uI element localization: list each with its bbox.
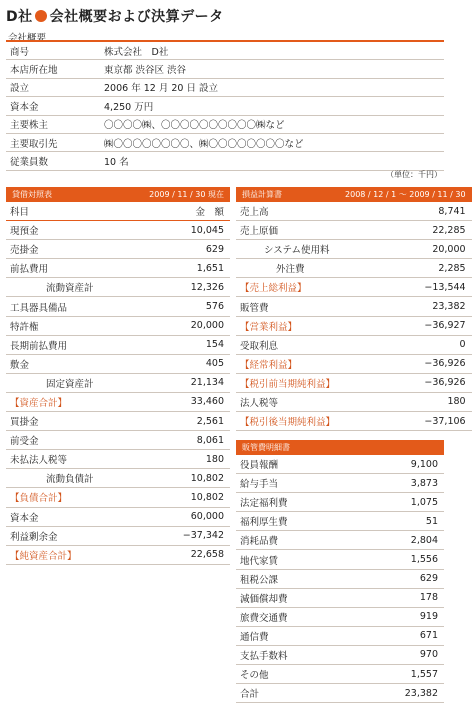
row-label: 受取利息 (236, 335, 339, 354)
profile-value: 4,250 万円 (100, 97, 444, 115)
table-row (6, 526, 230, 545)
row-value: 23,382 (339, 297, 472, 316)
row-label: 流動負債計 (6, 469, 121, 488)
total-row (236, 316, 472, 335)
profile-row (6, 41, 444, 60)
row-label: 【負債合計】 (6, 488, 121, 507)
row-label: 消耗品費 (236, 531, 353, 550)
row-label: 【売上総利益】 (236, 278, 339, 297)
profile-key: 従業員数 (6, 152, 100, 170)
row-value: 10,802 (121, 488, 230, 507)
row-label: 工具器具備品 (6, 297, 121, 316)
bullet-dot-icon (35, 10, 47, 22)
row-label: 前払費用 (6, 259, 121, 278)
row-label: 資本金 (6, 507, 121, 526)
row-label: 未払法人税等 (6, 450, 121, 469)
row-value: 0 (339, 335, 472, 354)
row-value: 20,000 (339, 240, 472, 259)
row-value: 8,741 (339, 202, 472, 221)
table-row (6, 240, 230, 259)
row-value: 576 (121, 297, 230, 316)
row-label: 地代家賃 (236, 550, 353, 569)
row-label: 特許権 (6, 316, 121, 335)
table-row (6, 221, 230, 240)
table-row (236, 221, 472, 240)
table-row (236, 531, 444, 550)
table-row (236, 512, 444, 531)
table-row (6, 507, 230, 526)
row-value: −36,926 (339, 373, 472, 392)
total-row (6, 488, 230, 507)
row-value: 180 (121, 450, 230, 469)
profile-row (6, 78, 444, 96)
table-row (6, 412, 230, 431)
table-row (236, 202, 472, 221)
row-label: 販管費 (236, 297, 339, 316)
row-value: 1,556 (353, 550, 444, 569)
total-row (236, 354, 472, 373)
row-value: 919 (353, 607, 444, 626)
income-statement-date: 2008 / 12 / 1 〜 2009 / 11 / 30 (339, 187, 472, 202)
row-value: 22,285 (339, 221, 472, 240)
row-value: 629 (353, 569, 444, 588)
profile-row (6, 115, 444, 133)
row-label: 長期前払費用 (6, 335, 121, 354)
row-value: 10,802 (121, 469, 230, 488)
company-name: D社 (6, 9, 33, 25)
row-label: 売上高 (236, 202, 339, 221)
table-row (236, 588, 444, 607)
profile-row (6, 152, 444, 170)
row-label: 買掛金 (6, 412, 121, 431)
profile-row (6, 60, 444, 78)
table-row (236, 607, 444, 626)
total-row (236, 684, 444, 703)
column-header-item: 科目 (6, 202, 121, 221)
unit-note: （単位：千円） (386, 170, 442, 179)
profile-key: 設立 (6, 78, 100, 96)
row-label: 役員報酬 (236, 455, 353, 474)
row-value: 51 (353, 512, 444, 531)
row-label: その他 (236, 665, 353, 684)
row-label: 法定福利費 (236, 493, 353, 512)
total-row (236, 412, 472, 431)
table-row (236, 665, 444, 684)
row-value: 20,000 (121, 316, 230, 335)
row-value: 3,873 (353, 474, 444, 493)
row-value: −37,106 (339, 412, 472, 431)
row-value: −37,342 (121, 526, 230, 545)
table-row (6, 431, 230, 450)
sga-header (236, 440, 444, 455)
balance-sheet-table (6, 187, 230, 565)
table-row (6, 335, 230, 354)
subtotal-row (6, 278, 230, 297)
table-row (236, 645, 444, 664)
row-label: 売掛金 (6, 240, 121, 259)
row-label: 【経常利益】 (236, 354, 339, 373)
row-label: 支払手数料 (236, 645, 353, 664)
row-value: 970 (353, 645, 444, 664)
row-value: 10,045 (121, 221, 230, 240)
subtotal-row (6, 469, 230, 488)
row-value: 23,382 (353, 684, 444, 703)
row-value: 60,000 (121, 507, 230, 526)
sga-breakdown-table (236, 440, 444, 703)
row-value: 154 (121, 335, 230, 354)
profile-row (6, 97, 444, 115)
row-label: 利益剰余金 (6, 526, 121, 545)
row-label: 通信費 (236, 626, 353, 645)
row-value: 405 (121, 354, 230, 373)
profile-value: ㈱〇〇〇〇〇〇〇〇、㈱〇〇〇〇〇〇〇〇など (100, 133, 444, 151)
table-row (6, 450, 230, 469)
profile-value: 2006 年 12 月 20 日 設立 (100, 78, 444, 96)
profile-value: 株式会社 D社 (100, 41, 444, 60)
income-statement-table (236, 187, 472, 431)
row-value: 2,285 (339, 259, 472, 278)
row-value: 22,658 (121, 545, 230, 564)
balance-sheet-date: 2009 / 11 / 30 現在 (121, 187, 230, 202)
row-label: 外注費 (236, 259, 339, 278)
row-value: −36,927 (339, 316, 472, 335)
total-row (6, 392, 230, 411)
row-value: 12,326 (121, 278, 230, 297)
row-label: 敷金 (6, 354, 121, 373)
profile-key: 本店所在地 (6, 60, 100, 78)
row-value: 1,557 (353, 665, 444, 684)
title-text: 会社概要および決算データ (49, 9, 224, 25)
table-row (236, 335, 472, 354)
row-value: 1,651 (121, 259, 230, 278)
total-row (236, 278, 472, 297)
table-row (236, 259, 472, 278)
income-statement-title: 損益計算書 (236, 187, 339, 202)
income-statement-header (236, 187, 472, 202)
table-row (236, 392, 472, 411)
table-row (236, 455, 444, 474)
row-value: 2,561 (121, 412, 230, 431)
row-label: 【税引後当期純利益】 (236, 412, 339, 431)
row-label: 【税引前当期純利益】 (236, 373, 339, 392)
row-label: 租税公課 (236, 569, 353, 588)
row-label: 【資産合計】 (6, 392, 121, 411)
table-row (6, 354, 230, 373)
row-label: 合計 (236, 684, 353, 703)
row-label: 法人税等 (236, 392, 339, 411)
row-label: 前受金 (6, 431, 121, 450)
row-value: −36,926 (339, 354, 472, 373)
row-value: 1,075 (353, 493, 444, 512)
total-row (236, 373, 472, 392)
table-row (6, 259, 230, 278)
column-header-row (6, 202, 230, 221)
row-label: 流動資産計 (6, 278, 121, 297)
row-label: 売上原価 (236, 221, 339, 240)
row-label: 減価償却費 (236, 588, 353, 607)
row-label: 【純資産合計】 (6, 545, 121, 564)
row-value: 8,061 (121, 431, 230, 450)
row-value: 629 (121, 240, 230, 259)
profile-section-label: 会社概要 (8, 33, 47, 44)
profile-value: 東京都 渋谷区 渋谷 (100, 60, 444, 78)
profile-value: 10 名 (100, 152, 444, 170)
row-label: 旅費交通費 (236, 607, 353, 626)
page-title (6, 6, 224, 26)
row-value: 671 (353, 626, 444, 645)
sga-title: 販管費明細書 (236, 440, 444, 455)
profile-value: 〇〇〇〇㈱、〇〇〇〇〇〇〇〇〇〇㈱など (100, 115, 444, 133)
row-label: 現預金 (6, 221, 121, 240)
table-row (236, 626, 444, 645)
row-value: 2,804 (353, 531, 444, 550)
total-row (6, 545, 230, 564)
profile-key: 主要取引先 (6, 133, 100, 151)
subtotal-row (6, 373, 230, 392)
table-row (236, 240, 472, 259)
profile-key: 資本金 (6, 97, 100, 115)
row-label: 固定資産計 (6, 373, 121, 392)
balance-sheet-title: 貸借対照表 (6, 187, 121, 202)
table-row (6, 316, 230, 335)
table-row (236, 550, 444, 569)
table-row (236, 297, 472, 316)
profile-row (6, 133, 444, 151)
table-row (236, 474, 444, 493)
table-row (236, 569, 444, 588)
row-value: 9,100 (353, 455, 444, 474)
row-label: 【営業利益】 (236, 316, 339, 335)
balance-sheet-header (6, 187, 230, 202)
company-profile-table (6, 40, 444, 171)
column-header-amount: 金 額 (121, 202, 230, 221)
profile-key: 主要株主 (6, 115, 100, 133)
profile-key: 商号 (6, 41, 100, 60)
row-value: 21,134 (121, 373, 230, 392)
row-label: 福利厚生費 (236, 512, 353, 531)
table-row (236, 493, 444, 512)
row-value: 178 (353, 588, 444, 607)
row-label: 給与手当 (236, 474, 353, 493)
row-value: 33,460 (121, 392, 230, 411)
row-label: システム使用料 (236, 240, 339, 259)
row-value: −13,544 (339, 278, 472, 297)
row-value: 180 (339, 392, 472, 411)
table-row (6, 297, 230, 316)
